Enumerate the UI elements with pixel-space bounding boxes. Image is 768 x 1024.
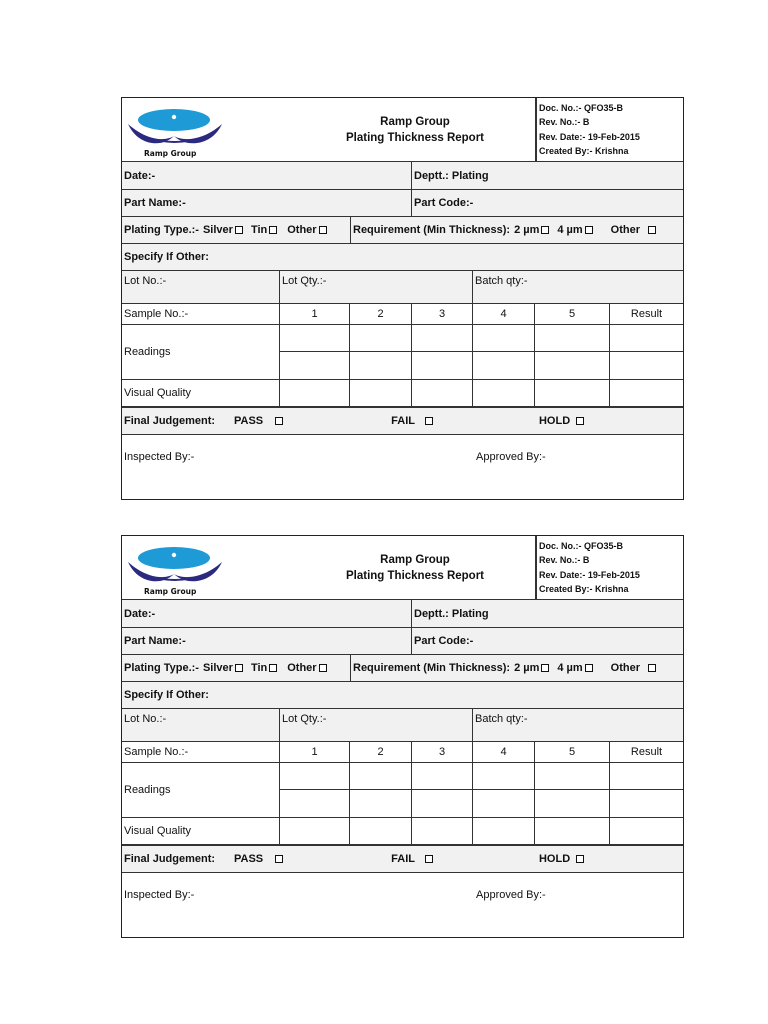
reading-cell[interactable] — [412, 325, 473, 351]
visual-cell[interactable] — [280, 380, 350, 406]
visual-quality-row — [122, 818, 683, 845]
readings-row — [280, 763, 683, 790]
sample-no-label: Sample No.:- — [122, 742, 280, 762]
lot-qty-field[interactable]: Lot Qty.:- — [280, 271, 473, 303]
req-other-checkbox[interactable] — [648, 664, 656, 672]
visual-quality-row — [122, 380, 683, 407]
final-judgement: Final Judgement: PASS FAIL HOLD — [122, 408, 683, 434]
company-name: Ramp Group — [380, 115, 450, 128]
date-field[interactable]: Date:- — [122, 162, 412, 189]
document-info — [536, 98, 683, 161]
batch-qty-field[interactable]: Batch qty:- — [475, 275, 528, 287]
title-block — [295, 536, 536, 599]
report-title: Plating Thickness Report — [345, 569, 485, 582]
requirement-field: Requirement (Min Thickness): 2 µm 4 µm Other — [351, 655, 683, 681]
doc-no: Doc. No.:- QFO35-B — [539, 102, 624, 113]
sample-header-row — [122, 304, 683, 325]
sample-col-5: 5 — [535, 742, 610, 762]
readings-block — [122, 325, 683, 380]
plating-report-form — [121, 97, 684, 500]
plating-type-field: Plating Type.:- Silver Tin Other — [122, 217, 351, 243]
form-header — [122, 98, 683, 162]
visual-quality-label: Visual Quality — [122, 380, 280, 406]
sample-col-3: 3 — [412, 742, 473, 762]
reading-cell[interactable] — [412, 790, 473, 817]
department-field: Deptt.: Plating — [414, 607, 489, 620]
req-4um-checkbox[interactable] — [585, 664, 593, 672]
reading-cell[interactable] — [412, 763, 473, 789]
result-col: Result — [630, 308, 663, 320]
logo-text: Ramp Group — [144, 148, 197, 158]
logo-text: Ramp Group — [144, 586, 197, 596]
ramp-group-logo — [122, 536, 295, 599]
pass-checkbox[interactable] — [275, 855, 283, 863]
reading-result-cell[interactable] — [610, 763, 683, 789]
specify-other-field[interactable]: Specify If Other: — [124, 251, 209, 263]
reading-cell[interactable] — [535, 763, 610, 789]
visual-cell[interactable] — [412, 818, 473, 844]
visual-cell[interactable] — [473, 380, 535, 406]
lot-no-field[interactable]: Lot No.:- — [122, 271, 280, 303]
visual-cell[interactable] — [535, 380, 610, 406]
reading-cell[interactable] — [535, 790, 610, 817]
sample-col-5: 5 — [535, 304, 610, 324]
req-4um-checkbox[interactable] — [585, 226, 593, 234]
reading-cell[interactable] — [473, 790, 535, 817]
visual-result-cell[interactable] — [610, 380, 683, 406]
fail-checkbox[interactable] — [425, 855, 433, 863]
rev-no: Rev. No.:- B — [539, 117, 590, 127]
visual-result-cell[interactable] — [610, 818, 683, 844]
visual-cell[interactable] — [535, 818, 610, 844]
ramp-group-logo — [122, 98, 295, 161]
sample-header-row — [122, 742, 683, 763]
department-field: Deptt.: Plating — [414, 169, 489, 182]
reading-cell[interactable] — [473, 352, 535, 379]
plating-type-row — [122, 217, 683, 244]
rev-date: Rev. Date:- 19-Feb-2015 — [539, 569, 640, 580]
date-row — [122, 162, 683, 190]
reading-cell[interactable] — [280, 325, 350, 351]
fail-checkbox[interactable] — [425, 417, 433, 425]
reading-cell[interactable] — [350, 790, 412, 817]
visual-cell[interactable] — [412, 380, 473, 406]
ramp-group-logo-icon — [124, 102, 234, 158]
company-name: Ramp Group — [380, 553, 450, 566]
readings-block — [122, 763, 683, 818]
created-by: Created By:- Krishna — [539, 146, 629, 156]
reading-cell[interactable] — [280, 790, 350, 817]
lot-row — [122, 271, 683, 304]
part-row — [122, 190, 683, 217]
lot-row — [122, 709, 683, 742]
batch-qty-field[interactable]: Batch qty:- — [475, 713, 528, 725]
reading-cell[interactable] — [350, 325, 412, 351]
result-col: Result — [630, 746, 663, 758]
reading-result-cell[interactable] — [610, 352, 683, 379]
date-field[interactable]: Date:- — [122, 600, 412, 627]
reading-cell[interactable] — [473, 325, 535, 351]
visual-cell[interactable] — [473, 818, 535, 844]
reading-cell[interactable] — [473, 763, 535, 789]
visual-quality-label: Visual Quality — [122, 818, 280, 844]
visual-cell[interactable] — [350, 380, 412, 406]
sample-col-1: 1 — [280, 304, 350, 324]
sample-no-label: Sample No.:- — [122, 304, 280, 324]
specify-other-row — [122, 682, 683, 709]
plating-type-field: Plating Type.:- Silver Tin Other — [122, 655, 351, 681]
reading-cell[interactable] — [535, 325, 610, 351]
readings-label: Readings — [122, 763, 280, 817]
date-row — [122, 600, 683, 628]
approved-by-field[interactable]: Approved By:- — [476, 451, 546, 463]
other-plating-checkbox[interactable] — [319, 226, 327, 234]
reading-result-cell[interactable] — [610, 790, 683, 817]
reading-cell[interactable] — [280, 352, 350, 379]
sample-col-3: 3 — [412, 304, 473, 324]
pass-checkbox[interactable] — [275, 417, 283, 425]
report-title: Plating Thickness Report — [345, 131, 485, 144]
sample-col-1: 1 — [280, 742, 350, 762]
inspected-by-field[interactable]: Inspected By:- — [124, 451, 195, 463]
readings-row — [280, 790, 683, 817]
final-judgement-row — [122, 845, 683, 873]
reading-cell[interactable] — [350, 352, 412, 379]
requirement-field: Requirement (Min Thickness): 2 µm 4 µm Other — [351, 217, 683, 243]
approved-by-field[interactable]: Approved By:- — [476, 889, 546, 901]
part-name-field[interactable]: Part Name:- — [122, 628, 412, 654]
final-judgement-row — [122, 407, 683, 435]
reading-cell[interactable] — [535, 352, 610, 379]
req-2um-checkbox[interactable] — [541, 226, 549, 234]
other-plating-checkbox[interactable] — [319, 664, 327, 672]
sample-col-2: 2 — [350, 742, 412, 762]
readings-row — [280, 325, 683, 352]
inspected-by-field[interactable]: Inspected By:- — [124, 889, 195, 901]
sample-col-4: 4 — [473, 742, 535, 762]
part-row — [122, 628, 683, 655]
ramp-group-logo-icon — [124, 540, 234, 596]
final-judgement: Final Judgement: PASS FAIL HOLD — [122, 846, 683, 872]
reading-cell[interactable] — [350, 763, 412, 789]
silver-checkbox[interactable] — [235, 664, 243, 672]
lot-no-field[interactable]: Lot No.:- — [122, 709, 280, 741]
specify-other-row — [122, 244, 683, 271]
sample-col-4: 4 — [473, 304, 535, 324]
title-block — [295, 98, 536, 161]
part-code-field[interactable]: Part Code:- — [414, 635, 474, 647]
reading-cell[interactable] — [280, 763, 350, 789]
signature-row — [122, 435, 683, 499]
rev-no: Rev. No.:- B — [539, 555, 590, 565]
tin-checkbox[interactable] — [269, 226, 277, 234]
silver-checkbox[interactable] — [235, 226, 243, 234]
rev-date: Rev. Date:- 19-Feb-2015 — [539, 131, 640, 142]
part-name-field[interactable]: Part Name:- — [122, 190, 412, 216]
req-other-checkbox[interactable] — [648, 226, 656, 234]
sample-col-2: 2 — [350, 304, 412, 324]
form-header — [122, 536, 683, 600]
hold-checkbox[interactable] — [576, 417, 584, 425]
part-code-field[interactable]: Part Code:- — [414, 197, 474, 209]
req-2um-checkbox[interactable] — [541, 664, 549, 672]
reading-cell[interactable] — [412, 352, 473, 379]
plating-report-form — [121, 535, 684, 938]
document-info — [536, 536, 683, 599]
doc-no: Doc. No.:- QFO35-B — [539, 540, 624, 551]
reading-result-cell[interactable] — [610, 325, 683, 351]
visual-cell[interactable] — [280, 818, 350, 844]
visual-cell[interactable] — [350, 818, 412, 844]
readings-label: Readings — [122, 325, 280, 379]
signature-row — [122, 873, 683, 937]
plating-type-row — [122, 655, 683, 682]
hold-checkbox[interactable] — [576, 855, 584, 863]
tin-checkbox[interactable] — [269, 664, 277, 672]
readings-row — [280, 352, 683, 379]
created-by: Created By:- Krishna — [539, 584, 629, 594]
specify-other-field[interactable]: Specify If Other: — [124, 689, 209, 701]
lot-qty-field[interactable]: Lot Qty.:- — [280, 709, 473, 741]
